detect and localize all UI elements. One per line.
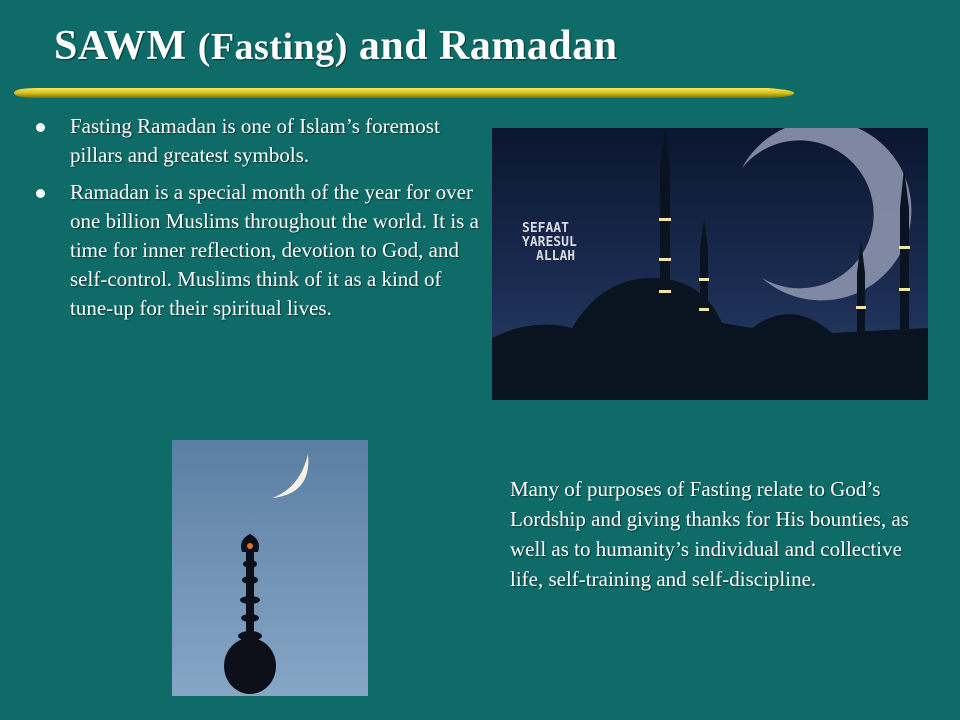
bullet-item <box>34 178 484 323</box>
bullet-item <box>34 112 484 170</box>
title-rest: and Ramadan <box>358 23 618 69</box>
mosque-sign-line: YARESUL <box>522 235 577 250</box>
bullet-dot-icon <box>36 123 45 132</box>
mosque-night-photo <box>492 128 928 400</box>
title-paren: (Fasting) <box>197 26 348 68</box>
title-main: SAWM <box>54 23 187 69</box>
bullet-dot-icon <box>36 189 45 198</box>
slide-title <box>54 22 618 70</box>
minaret-crescent-photo <box>172 440 368 696</box>
title-underline <box>8 87 794 99</box>
fasting-purposes-note: Many of purposes of Fasting relate to God’s Lordship and giving thanks for His bounties, as well as to humanity’s individual and collective life, self-training and self-discipline. <box>510 477 909 591</box>
mosque-sign-line: ALLAH <box>536 249 576 264</box>
bullet-text: Fasting Ramadan is one of Islam’s foremost pillars and greatest symbols. <box>70 114 440 167</box>
bullet-list <box>34 112 484 331</box>
mosque-sign-line: SEFAAT <box>522 221 569 236</box>
bullet-text: Ramadan is a special month of the year for over one billion Muslims throughout the world. It is a time for inner reflection, devotion to God, and self-control. Muslims think of it as a kind of tune-up for their spiritual lives. <box>70 180 479 320</box>
